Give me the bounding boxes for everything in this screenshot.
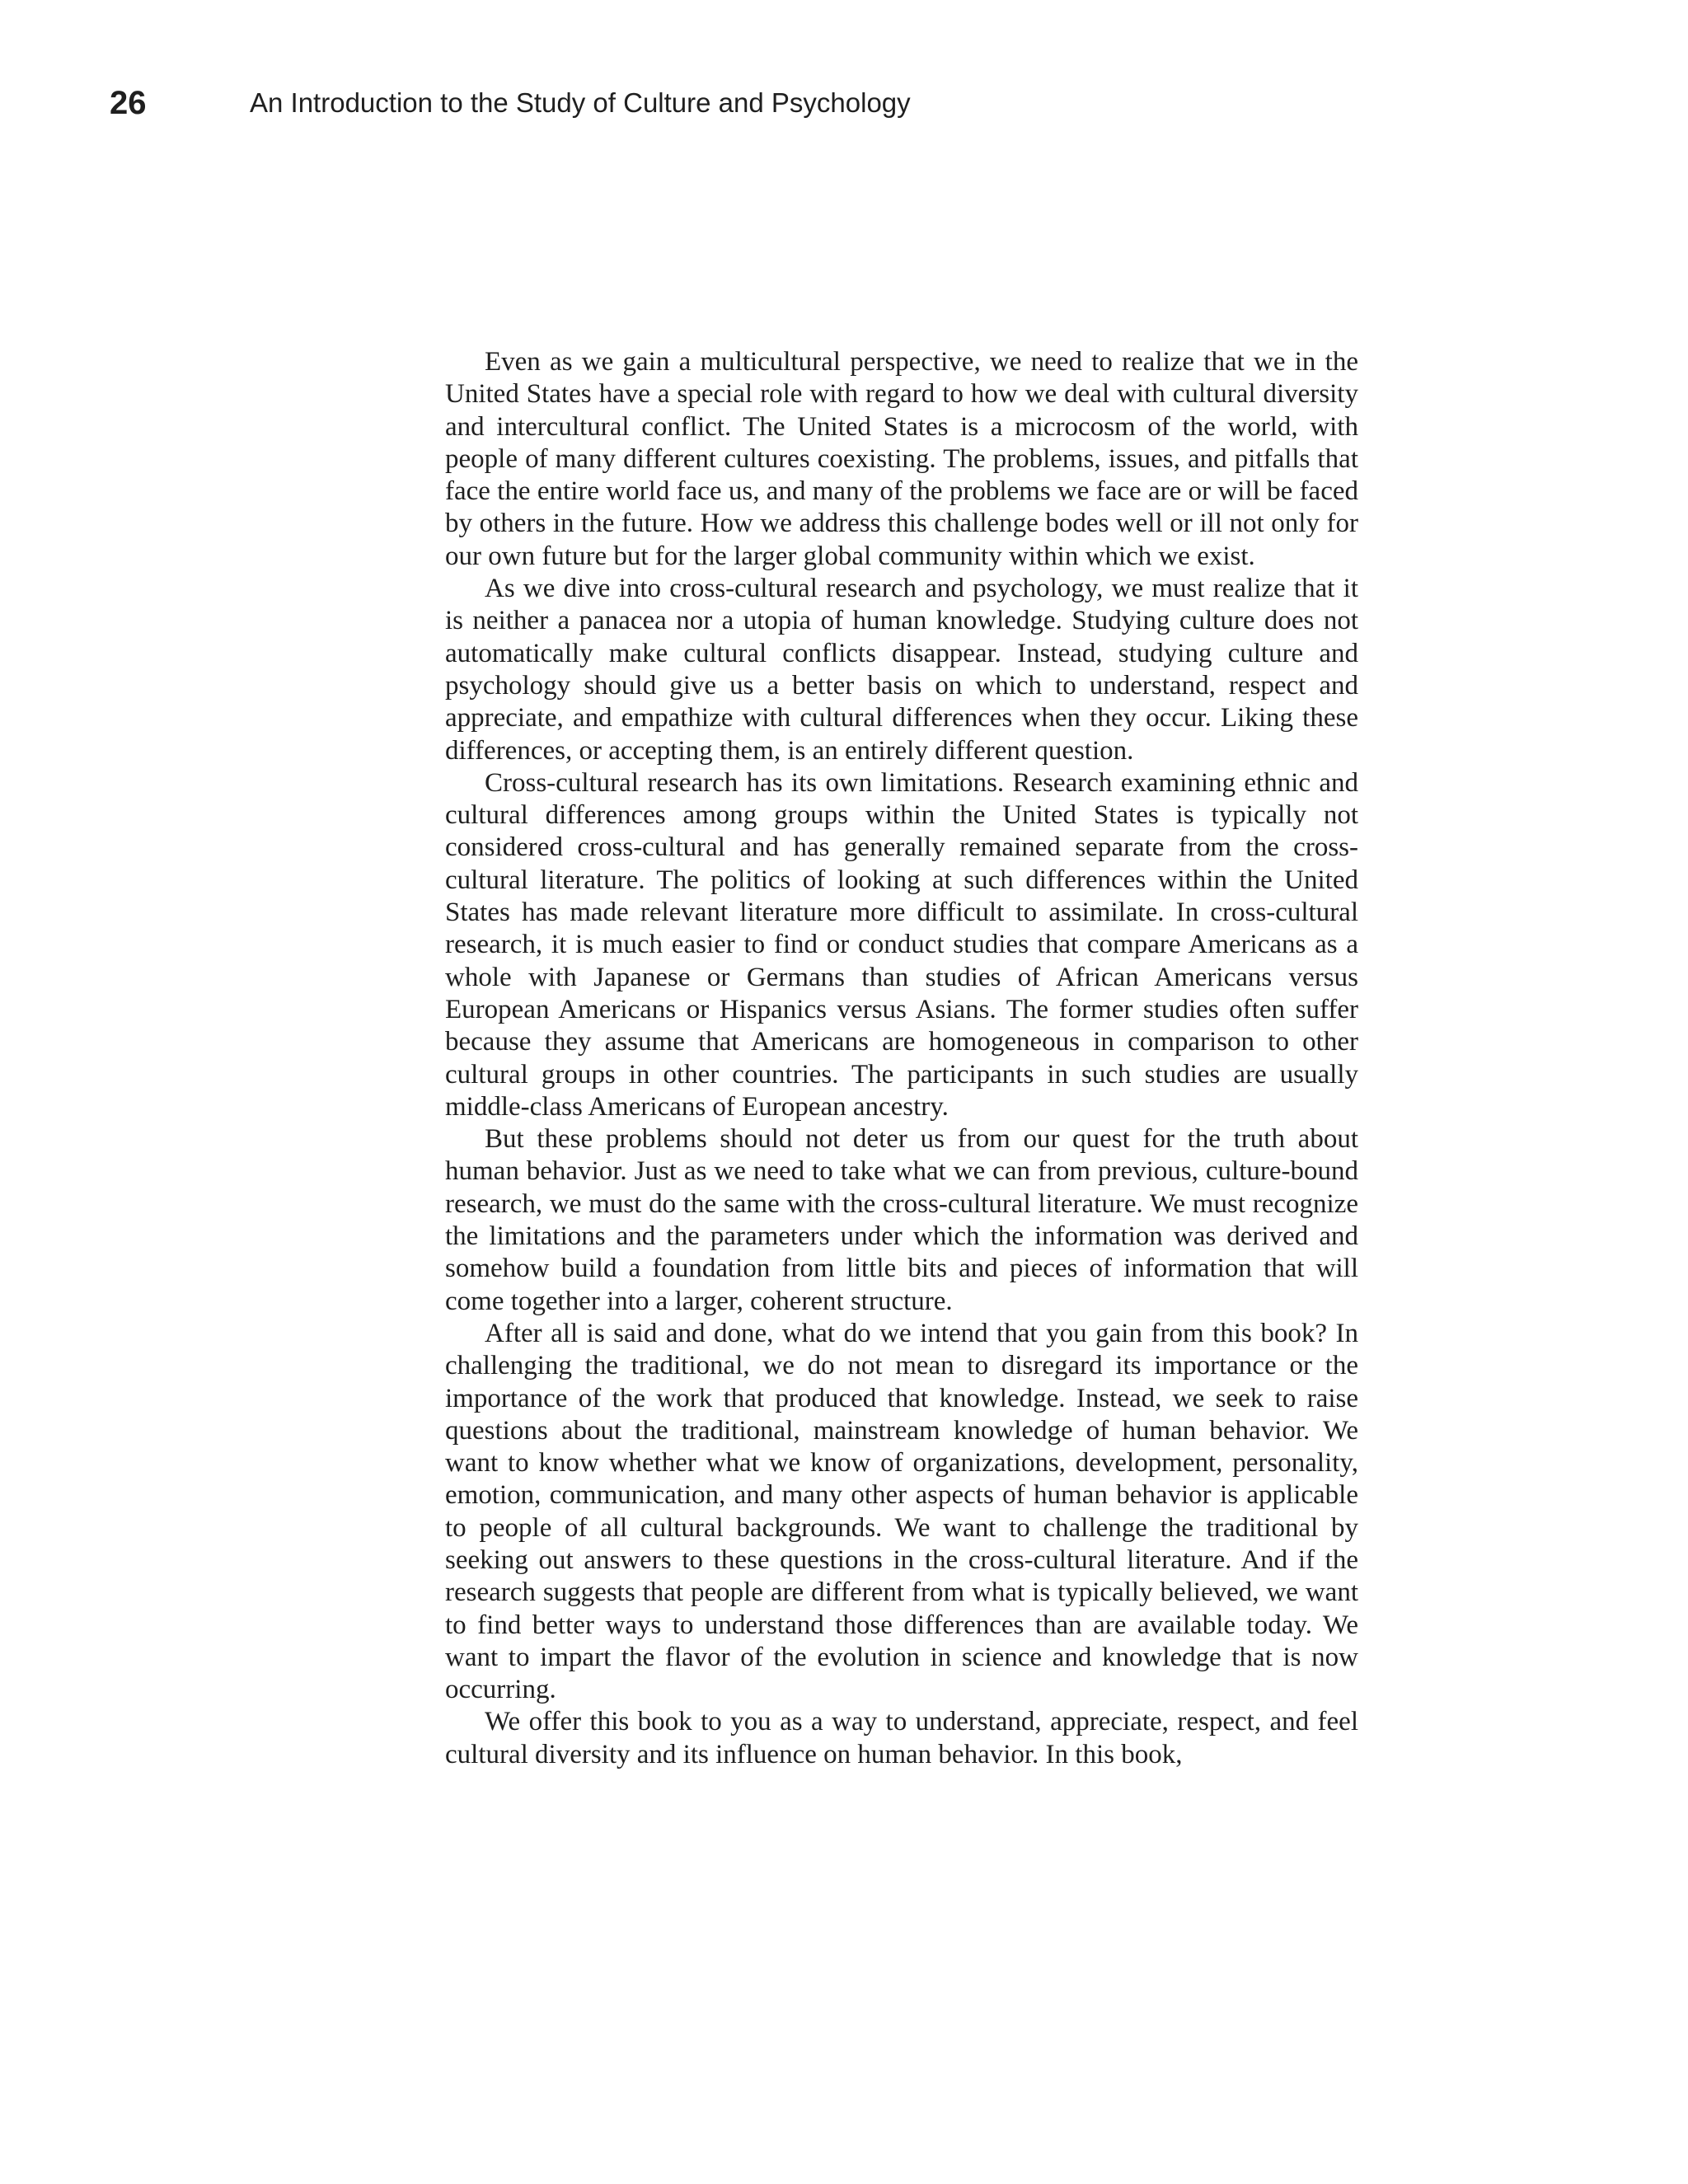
paragraph: Cross-cultural research has its own limitations. Research examining ethnic and cultural differences among groups within the United States is typically not considered cross-cultural and has generally remained separate from the cross-cultural literature. The politics of looking at such differences within the United States has made relevant literature more difficult to assimilate. In cross-cultural research, it is much easier to find or conduct studies that compare Americans as a whole with Japanese or Germans than studies of African Americans versus European Americans or Hispanics versus Asians. The former studies often suffer because they assume that Americans are homogeneous in comparison to other cultural groups in other countries. The participants in such studies are usually middle-class Americans of European ancestry. xyxy=(445,767,1358,1122)
running-head xyxy=(110,78,911,128)
paragraph: But these problems should not deter us from our quest for the truth about human behavior. Just as we need to take what we can from previous, culture-bound research, we must do the same with the cross-cultural literature. We must recognize the limitations and the parameters under which the information was derived and somehow build a foundation from little bits and pieces of information that will come together into a larger, coherent structure. xyxy=(445,1124,1358,1316)
body-text xyxy=(445,346,1358,1771)
page-number: 26 xyxy=(110,84,147,121)
book-title: An Introduction to the Study of Culture and Psychology xyxy=(250,87,911,118)
paragraph: We offer this book to you as a way to understand, appreciate, respect, and feel cultural diversity and its influence on human behavior. In this book, xyxy=(445,1707,1358,1769)
paragraph: Even as we gain a multicultural perspective, we need to realize that we in the United States have a special role with regard to how we deal with cultural diversity and intercultural conflict. The United States is a microcosm of the world, with people of many different cultures coexisting. The problems, issues, and pitfalls that face the entire world face us, and many of the problems we face are or will be faced by others in the future. How we address this challenge bodes well or ill not only for our own future but for the larger global community within which we exist. xyxy=(445,347,1358,571)
paragraph: After all is said and done, what do we intend that you gain from this book? In challenging the traditional, we do not mean to disregard its importance or the importance of the work that produced that knowledge. Instead, we seek to raise questions about the traditional, mainstream knowledge of human behavior. We want to know whether what we know of organizations, development, personality, emotion, communication, and many other aspects of human behavior is applicable to people of all cultural backgrounds. We want to challenge the traditional by seeking out answers to these questions in the cross-cultural literature. And if the research suggests that people are different from what is typically believed, we want to find better ways to understand those differences than are available today. We want to impart the flavor of the evolution in science and knowledge that is now occurring. xyxy=(445,1318,1358,1705)
paragraph: As we dive into cross-cultural research and psychology, we must realize that it is neither a panacea nor a utopia of human knowledge. Studying culture does not automatically make cultural conflicts disappear. Instead, studying culture and psychology should give us a better basis on which to understand, respect and appreciate, and empathize with cultural differences when they occur. Liking these differences, or accepting them, is an entirely different question. xyxy=(445,574,1358,766)
